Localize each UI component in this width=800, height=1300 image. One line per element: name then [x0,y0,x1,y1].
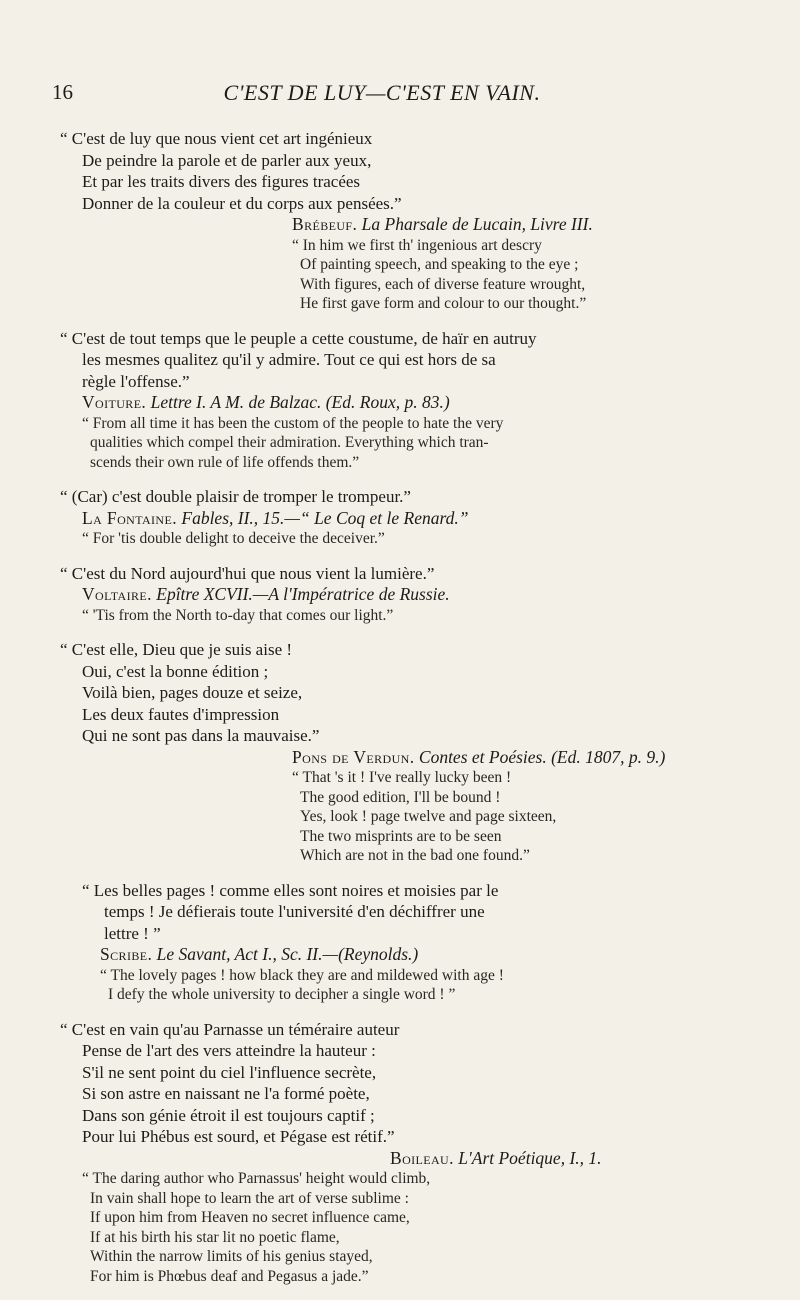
citation-work: L'Art Poétique, I., 1. [458,1147,602,1168]
quotation-entry [60,328,750,473]
citation-work: Le Savant, Act I., Sc. II.—(Reynolds.) [156,944,419,964]
english-translation [60,236,750,314]
french-quote [60,639,750,747]
french-quote [60,128,750,214]
english-translation [60,529,750,549]
quote-line: règle l'offense.” [82,371,190,391]
citation-author: Scribe. [100,944,153,964]
translation-line: Yes, look ! page twelve and page sixteen, [300,808,557,825]
quote-line: Voilà bien, pages douze et seize, [82,683,303,702]
english-translation [60,966,750,1005]
quote-line: De peindre la parole et de parler aux yeux, [82,150,372,170]
citation-author: Pons de Verdun. [292,746,415,767]
quote-line: temps ! Je défierais toute l'université d'en déchiffrer une [104,902,485,921]
quote-line: Donner de la couleur et du corps aux pensées.” [82,193,402,213]
translation-line: scends their own rule of life offends them.” [90,453,360,471]
citation-work: Fables, II., 15.—“ Le Coq et le Renard.” [181,507,469,528]
quotation-entry [60,563,750,626]
translation-line: Which are not in the bad one found.” [300,847,530,864]
quote-line: Les deux fautes d'impression [82,704,280,724]
quote-line: Dans son génie étroit il est toujours captif ; [82,1105,375,1125]
quote-line: Qui ne sont pas dans la mauvaise.” [82,726,320,745]
translation-line: qualities which compel their admiration. Everything which tran- [90,434,489,451]
quote-line: “ C'est de tout temps que le peuple a cette coustume, de haïr en autruy [60,328,537,348]
english-translation [60,768,750,866]
citation-author: Voiture. [82,392,147,412]
citation-work: Lettre I. A M. de Balzac. (Ed. Roux, p. 83.) [150,392,450,412]
citation [60,214,750,236]
citation-author: Voltaire. [82,584,152,604]
quote-line: les mesmes qualitez qu'il y admire. Tout ce qui est hors de sa [82,350,496,369]
translation-line: He first gave form and colour to our thought.” [300,295,587,312]
citation-author: Boileau. [390,1147,454,1168]
french-quote [60,1019,750,1148]
citation [60,1148,750,1170]
quote-line: Oui, c'est la bonne édition ; [82,661,269,681]
quote-line: “ (Car) c'est double plaisir de tromper le trompeur.” [60,487,411,506]
translation-line: “ That 's it ! I've really lucky been ! [292,769,512,786]
quote-line: Si son astre en naissant ne l'a formé poète, [82,1084,370,1103]
quote-line: Pense de l'art des vers atteindre la hauteur : [82,1041,376,1060]
english-translation [60,1169,750,1286]
translation-line: With figures, each of diverse feature wrought, [300,275,586,293]
quotation-entry [60,486,750,549]
running-head [52,80,712,110]
translation-line: In vain shall hope to learn the art of verse sublime : [90,1189,409,1207]
citation [60,747,750,769]
french-quote [60,880,750,945]
translation-line: If at his birth his star lit no poetic flame, [90,1228,340,1246]
english-translation [60,606,750,626]
citation [60,584,750,606]
quotation-entry [60,128,750,314]
translation-line: “ In him we first th' ingenious art descry [292,236,542,254]
quote-line: “ C'est du Nord aujourd'hui que nous vient la lumière.” [60,563,435,583]
citation-author: Brébeuf. [292,214,358,234]
translation-line: “ From all time it has been the custom of the people to hate the very [82,414,504,432]
citation-author: La Fontaine. [82,507,177,528]
citation-work: La Pharsale de Lucain, Livre III. [361,214,593,234]
quote-line: “ C'est elle, Dieu que je suis aise ! [60,640,293,659]
quote-line: “ Les belles pages ! comme elles sont noires et moisies par le [82,880,499,900]
translation-line: “ The lovely pages ! how black they are and mildewed with age ! [100,966,504,984]
translation-line: The two misprints are to be seen [300,827,502,845]
quote-line: Et par les traits divers des figures tracées [82,172,361,191]
translation-line: For him is Phœbus deaf and Pegasus a jade.” [90,1267,369,1285]
quotations [60,128,750,1300]
translation-line: The good edition, I'll be bound ! [300,788,501,806]
citation-work: Epître XCVII.—A l'Impératrice de Russie. [156,584,450,604]
translation-line: “ The daring author who Parnassus' height would climb, [82,1170,431,1187]
french-quote [60,563,750,585]
quotation-entry [60,639,750,866]
french-quote [60,486,750,508]
quotation-entry [60,880,750,1005]
citation-work: Contes et Poésies. (Ed. 1807, p. 9.) [418,746,666,767]
translation-line: Within the narrow limits of his genius stayed, [90,1248,373,1265]
quote-line: Pour lui Phébus est sourd, et Pégase est rétif.” [82,1127,395,1146]
running-title: C'EST DE LUY—C'EST EN VAIN. [223,80,541,105]
translation-line: “ For 'tis double delight to deceive the deceiver.” [82,530,385,547]
quote-line: “ C'est de luy que nous vient cet art ingénieux [60,129,373,148]
citation [60,944,750,966]
page-number: 16 [52,80,73,104]
quote-line: S'il ne sent point du ciel l'influence secrète, [82,1062,377,1082]
translation-line: If upon him from Heaven no secret influence came, [90,1209,410,1226]
french-quote [60,328,750,393]
translation-line: I defy the whole university to decipher a single word ! ” [108,986,456,1003]
quote-line: “ C'est en vain qu'au Parnasse un téméraire auteur [60,1019,400,1039]
english-translation [60,414,750,473]
citation [60,508,750,530]
quote-line: lettre ! ” [104,923,161,943]
translation-line: Of painting speech, and speaking to the eye ; [300,256,579,273]
translation-line: “ 'Tis from the North to-day that comes our light.” [82,606,394,624]
quotation-entry [60,1019,750,1287]
citation [60,392,750,414]
